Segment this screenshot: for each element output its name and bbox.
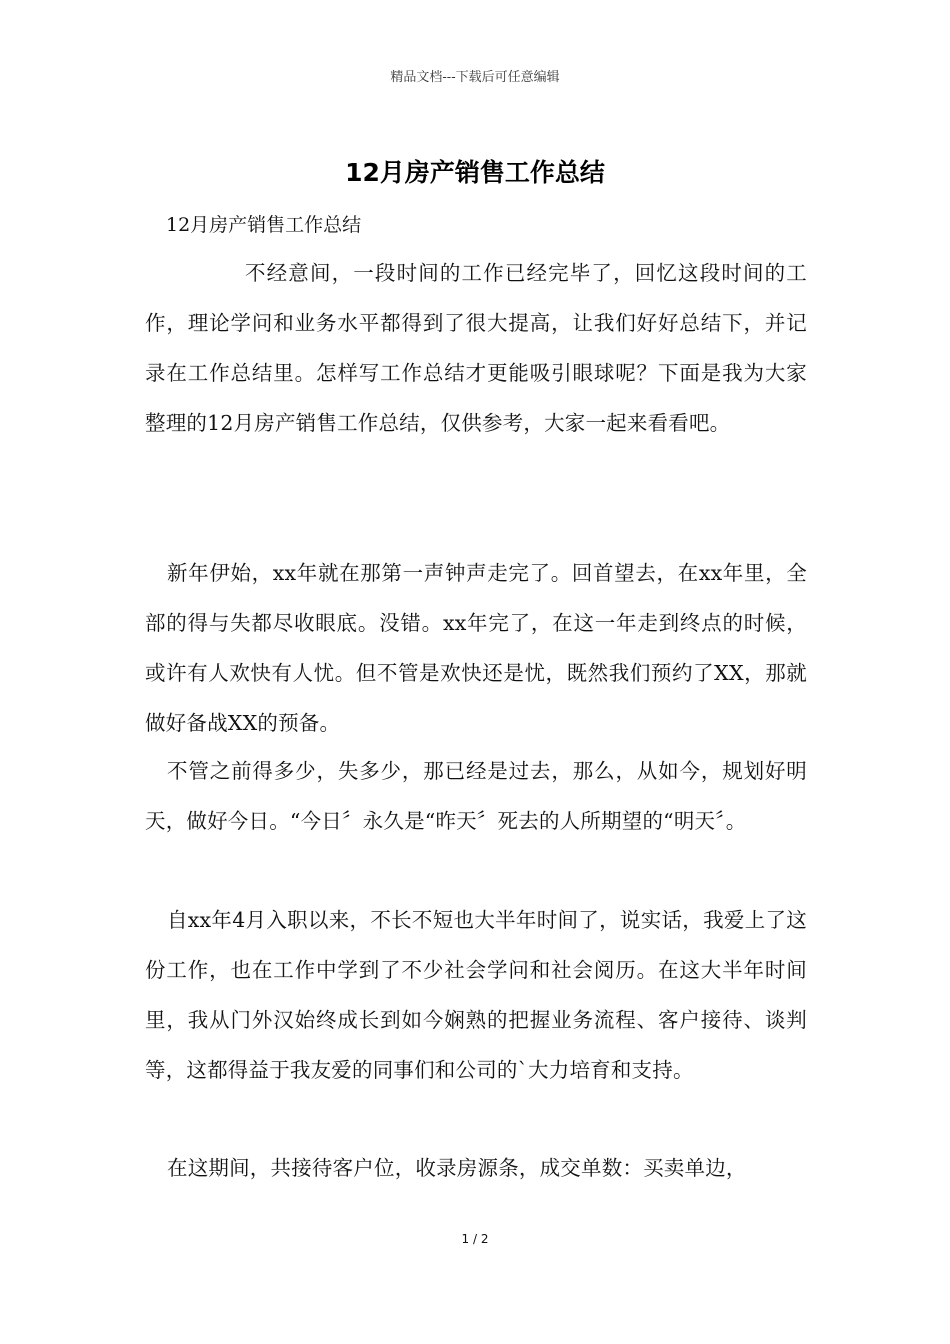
body-paragraph: 新年伊始，xx年就在那第一声钟声走完了。回首望去，在xx年里，全部的得与失都尽收眼底。没错。xx年完了，在这一年走到终点的时候，或许有人欢快有人忧。但不管是欢快还是忧，既然我们预约了XX，那就做好备战XX的预备。 [145,561,807,735]
body-paragraph: 自xx年4月入职以来，不长不短也大半年时间了，说实话，我爱上了这份工作，也在工作中学到了不少社会学问和社会阅历。在这大半年时间里，我从门外汉始终成长到如今娴熟的把握业务流程、客户接待、谈判等，这都得益于我友爱的同事们和公司的`大力培育和支持。 [145,908,807,1082]
document-subtitle: 12月房产销售工作总结 [166,214,362,236]
document-title: 12月房产销售工作总结 [345,158,605,187]
body-paragraph: 不管之前得多少，失多少，那已经是过去，那么，从如今，规划好明天，做好今日。“今日〞永久是“昨天〞死去的人所期望的“明天〞。 [145,759,807,833]
intro-paragraph: 不经意间，一段时间的工作已经完毕了，回忆这段时间的工作，理论学问和业务水平都得到了很大提高，让我们好好总结下，并记录在工作总结里。怎样写工作总结才更能吸引眼球呢？下面是我为大家整理的12月房产销售工作总结，仅供参考，大家一起来看看吧。 [145,261,807,435]
body-paragraph: 在这期间，共接待客户位，收录房源条，成交单数：买卖单边， [167,1156,747,1180]
header-note: 精品文档---下载后可任意编辑 [390,70,560,85]
page-number: 1 / 2 [461,1232,489,1246]
